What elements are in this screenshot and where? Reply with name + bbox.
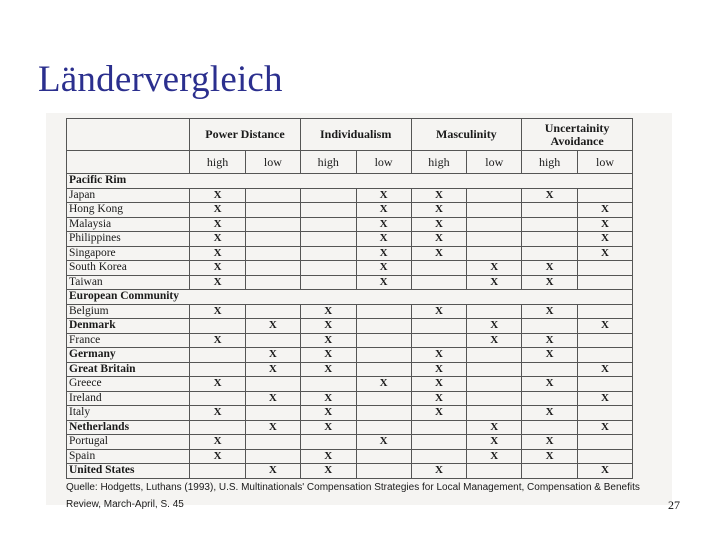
mark-cell bbox=[467, 406, 522, 421]
corner-cell bbox=[67, 119, 190, 151]
mark-cell bbox=[522, 319, 578, 334]
mark-cell: X bbox=[300, 304, 356, 319]
country-name: Portugal bbox=[67, 435, 190, 450]
mark-cell bbox=[578, 188, 633, 203]
mark-cell: X bbox=[411, 391, 467, 406]
mark-cell: X bbox=[190, 275, 246, 290]
mark-cell bbox=[190, 391, 246, 406]
mark-cell: X bbox=[411, 362, 467, 377]
mark-cell bbox=[522, 217, 578, 232]
subheader-cell: low bbox=[467, 151, 522, 174]
group-row bbox=[67, 290, 633, 305]
mark-cell: X bbox=[300, 362, 356, 377]
table-row bbox=[67, 246, 633, 261]
mark-cell bbox=[245, 203, 300, 218]
mark-cell bbox=[467, 304, 522, 319]
page-number: 27 bbox=[668, 498, 680, 512]
subheader-cell: high bbox=[190, 151, 246, 174]
mark-cell: X bbox=[300, 348, 356, 363]
mark-cell: X bbox=[245, 319, 300, 334]
mark-cell bbox=[467, 203, 522, 218]
mark-cell bbox=[245, 435, 300, 450]
subheader-cell: high bbox=[522, 151, 578, 174]
table-row bbox=[67, 217, 633, 232]
mark-cell bbox=[522, 246, 578, 261]
mark-cell bbox=[356, 348, 411, 363]
mark-cell bbox=[411, 420, 467, 435]
mark-cell: X bbox=[300, 420, 356, 435]
table-row bbox=[67, 406, 633, 421]
mark-cell: X bbox=[411, 217, 467, 232]
mark-cell bbox=[356, 449, 411, 464]
mark-cell bbox=[300, 246, 356, 261]
mark-cell: X bbox=[356, 246, 411, 261]
mark-cell bbox=[578, 348, 633, 363]
mark-cell bbox=[300, 232, 356, 247]
mark-cell bbox=[411, 319, 467, 334]
mark-cell: X bbox=[190, 188, 246, 203]
mark-cell: X bbox=[300, 319, 356, 334]
mark-cell: X bbox=[522, 275, 578, 290]
subheader-cell: high bbox=[411, 151, 467, 174]
mark-cell: X bbox=[522, 377, 578, 392]
country-comparison-table bbox=[66, 118, 633, 479]
mark-cell bbox=[578, 261, 633, 276]
country-name: Greece bbox=[67, 377, 190, 392]
group-row bbox=[67, 174, 633, 189]
mark-cell bbox=[300, 377, 356, 392]
table-row bbox=[67, 319, 633, 334]
mark-cell bbox=[356, 304, 411, 319]
mark-cell bbox=[190, 362, 246, 377]
mark-cell bbox=[300, 261, 356, 276]
mark-cell bbox=[578, 435, 633, 450]
table-row bbox=[67, 435, 633, 450]
category-header-row bbox=[67, 119, 633, 151]
mark-cell: X bbox=[356, 217, 411, 232]
mark-cell: X bbox=[578, 232, 633, 247]
mark-cell: X bbox=[467, 261, 522, 276]
subheader-cell: low bbox=[578, 151, 633, 174]
mark-cell: X bbox=[356, 377, 411, 392]
subheader-cell: low bbox=[245, 151, 300, 174]
mark-cell: X bbox=[245, 420, 300, 435]
mark-cell bbox=[245, 304, 300, 319]
mark-cell: X bbox=[245, 362, 300, 377]
mark-cell: X bbox=[190, 203, 246, 218]
category-header: Uncertainity Avoidance bbox=[522, 119, 633, 151]
mark-cell: X bbox=[411, 188, 467, 203]
country-name: Italy bbox=[67, 406, 190, 421]
mark-cell: X bbox=[522, 406, 578, 421]
table-row bbox=[67, 377, 633, 392]
subheader-cell: low bbox=[356, 151, 411, 174]
mark-cell: X bbox=[467, 420, 522, 435]
subheader-cell: high bbox=[300, 151, 356, 174]
source-note: Quelle: Hodgetts, Luthans (1993), U.S. Multinationals' Compensation Strategies for Local Management, Compensation & Benefits Review, March-April, S. 45 bbox=[66, 482, 640, 510]
country-name: Denmark bbox=[67, 319, 190, 334]
mark-cell bbox=[578, 406, 633, 421]
table-row bbox=[67, 261, 633, 276]
mark-cell bbox=[522, 203, 578, 218]
mark-cell: X bbox=[467, 319, 522, 334]
slide-title: Ländervergleich bbox=[38, 59, 283, 100]
mark-cell: X bbox=[578, 362, 633, 377]
mark-cell: X bbox=[356, 232, 411, 247]
mark-cell: X bbox=[578, 217, 633, 232]
table-row bbox=[67, 188, 633, 203]
mark-cell: X bbox=[245, 391, 300, 406]
category-header: Power Distance bbox=[190, 119, 301, 151]
mark-cell bbox=[522, 391, 578, 406]
mark-cell bbox=[190, 420, 246, 435]
mark-cell: X bbox=[356, 435, 411, 450]
mark-cell: X bbox=[578, 319, 633, 334]
table-row bbox=[67, 362, 633, 377]
mark-cell bbox=[467, 377, 522, 392]
mark-cell bbox=[245, 449, 300, 464]
table-row bbox=[67, 464, 633, 479]
mark-cell bbox=[300, 217, 356, 232]
mark-cell bbox=[356, 464, 411, 479]
country-name: Netherlands bbox=[67, 420, 190, 435]
mark-cell: X bbox=[190, 333, 246, 348]
country-name: Belgium bbox=[67, 304, 190, 319]
mark-cell bbox=[356, 333, 411, 348]
mark-cell bbox=[411, 333, 467, 348]
mark-cell: X bbox=[245, 464, 300, 479]
country-name: United States bbox=[67, 464, 190, 479]
mark-cell bbox=[578, 275, 633, 290]
mark-cell: X bbox=[190, 406, 246, 421]
mark-cell bbox=[411, 275, 467, 290]
country-name: Taiwan bbox=[67, 275, 190, 290]
mark-cell bbox=[578, 449, 633, 464]
mark-cell bbox=[467, 232, 522, 247]
country-name: France bbox=[67, 333, 190, 348]
mark-cell: X bbox=[522, 261, 578, 276]
mark-cell bbox=[245, 275, 300, 290]
mark-cell: X bbox=[411, 232, 467, 247]
mark-cell bbox=[411, 449, 467, 464]
table-row bbox=[67, 348, 633, 363]
mark-cell: X bbox=[411, 304, 467, 319]
mark-cell bbox=[467, 348, 522, 363]
mark-cell bbox=[300, 188, 356, 203]
mark-cell: X bbox=[356, 188, 411, 203]
mark-cell bbox=[245, 406, 300, 421]
mark-cell bbox=[356, 319, 411, 334]
subheader-row bbox=[67, 151, 633, 174]
country-name: Philippines bbox=[67, 232, 190, 247]
mark-cell: X bbox=[467, 449, 522, 464]
country-name: South Korea bbox=[67, 261, 190, 276]
mark-cell: X bbox=[300, 333, 356, 348]
table-row bbox=[67, 333, 633, 348]
table-row bbox=[67, 304, 633, 319]
mark-cell: X bbox=[467, 333, 522, 348]
mark-cell: X bbox=[411, 464, 467, 479]
table-row bbox=[67, 420, 633, 435]
country-name: Malaysia bbox=[67, 217, 190, 232]
country-name: Japan bbox=[67, 188, 190, 203]
mark-cell bbox=[190, 348, 246, 363]
mark-cell bbox=[411, 261, 467, 276]
mark-cell: X bbox=[578, 464, 633, 479]
mark-cell: X bbox=[411, 246, 467, 261]
mark-cell: X bbox=[245, 348, 300, 363]
mark-cell bbox=[467, 464, 522, 479]
mark-cell: X bbox=[522, 348, 578, 363]
mark-cell bbox=[467, 246, 522, 261]
mark-cell bbox=[522, 232, 578, 247]
mark-cell bbox=[245, 246, 300, 261]
category-header: Masculinity bbox=[411, 119, 522, 151]
mark-cell bbox=[467, 188, 522, 203]
mark-cell: X bbox=[190, 449, 246, 464]
table-row bbox=[67, 391, 633, 406]
mark-cell: X bbox=[190, 435, 246, 450]
mark-cell: X bbox=[300, 391, 356, 406]
mark-cell: X bbox=[190, 232, 246, 247]
table-row bbox=[67, 275, 633, 290]
country-name: Germany bbox=[67, 348, 190, 363]
mark-cell bbox=[300, 203, 356, 218]
mark-cell: X bbox=[467, 435, 522, 450]
category-header: Individualism bbox=[300, 119, 411, 151]
mark-cell: X bbox=[467, 275, 522, 290]
mark-cell bbox=[467, 362, 522, 377]
mark-cell bbox=[411, 435, 467, 450]
mark-cell: X bbox=[578, 391, 633, 406]
mark-cell: X bbox=[522, 449, 578, 464]
mark-cell: X bbox=[578, 203, 633, 218]
mark-cell bbox=[522, 420, 578, 435]
mark-cell: X bbox=[190, 217, 246, 232]
mark-cell bbox=[578, 304, 633, 319]
mark-cell bbox=[245, 261, 300, 276]
mark-cell bbox=[356, 362, 411, 377]
mark-cell: X bbox=[190, 261, 246, 276]
mark-cell bbox=[300, 435, 356, 450]
mark-cell: X bbox=[578, 246, 633, 261]
mark-cell bbox=[245, 217, 300, 232]
mark-cell: X bbox=[522, 435, 578, 450]
country-name: Spain bbox=[67, 449, 190, 464]
mark-cell bbox=[522, 362, 578, 377]
mark-cell bbox=[467, 217, 522, 232]
mark-cell bbox=[356, 391, 411, 406]
mark-cell bbox=[245, 333, 300, 348]
table-row bbox=[67, 449, 633, 464]
mark-cell bbox=[578, 333, 633, 348]
mark-cell bbox=[578, 377, 633, 392]
mark-cell: X bbox=[578, 420, 633, 435]
country-name: Great Britain bbox=[67, 362, 190, 377]
country-name: Singapore bbox=[67, 246, 190, 261]
group-label: Pacific Rim bbox=[67, 174, 633, 189]
mark-cell: X bbox=[411, 203, 467, 218]
table-row bbox=[67, 203, 633, 218]
mark-cell bbox=[300, 275, 356, 290]
mark-cell: X bbox=[300, 406, 356, 421]
mark-cell: X bbox=[522, 188, 578, 203]
mark-cell: X bbox=[356, 261, 411, 276]
mark-cell bbox=[245, 377, 300, 392]
mark-cell: X bbox=[522, 333, 578, 348]
mark-cell bbox=[356, 420, 411, 435]
group-label: European Community bbox=[67, 290, 633, 305]
corner-cell bbox=[67, 151, 190, 174]
mark-cell bbox=[522, 464, 578, 479]
mark-cell: X bbox=[300, 449, 356, 464]
mark-cell: X bbox=[411, 377, 467, 392]
mark-cell: X bbox=[300, 464, 356, 479]
mark-cell bbox=[467, 391, 522, 406]
mark-cell bbox=[245, 188, 300, 203]
mark-cell: X bbox=[411, 406, 467, 421]
table-row bbox=[67, 232, 633, 247]
mark-cell bbox=[245, 232, 300, 247]
country-name: Hong Kong bbox=[67, 203, 190, 218]
mark-cell bbox=[190, 464, 246, 479]
mark-cell: X bbox=[190, 304, 246, 319]
mark-cell: X bbox=[411, 348, 467, 363]
mark-cell bbox=[190, 319, 246, 334]
country-name: Ireland bbox=[67, 391, 190, 406]
mark-cell bbox=[356, 406, 411, 421]
mark-cell: X bbox=[356, 203, 411, 218]
mark-cell: X bbox=[190, 246, 246, 261]
mark-cell: X bbox=[356, 275, 411, 290]
mark-cell: X bbox=[522, 304, 578, 319]
mark-cell: X bbox=[190, 377, 246, 392]
table-body bbox=[67, 174, 633, 479]
scanned-table-image bbox=[46, 113, 672, 510]
